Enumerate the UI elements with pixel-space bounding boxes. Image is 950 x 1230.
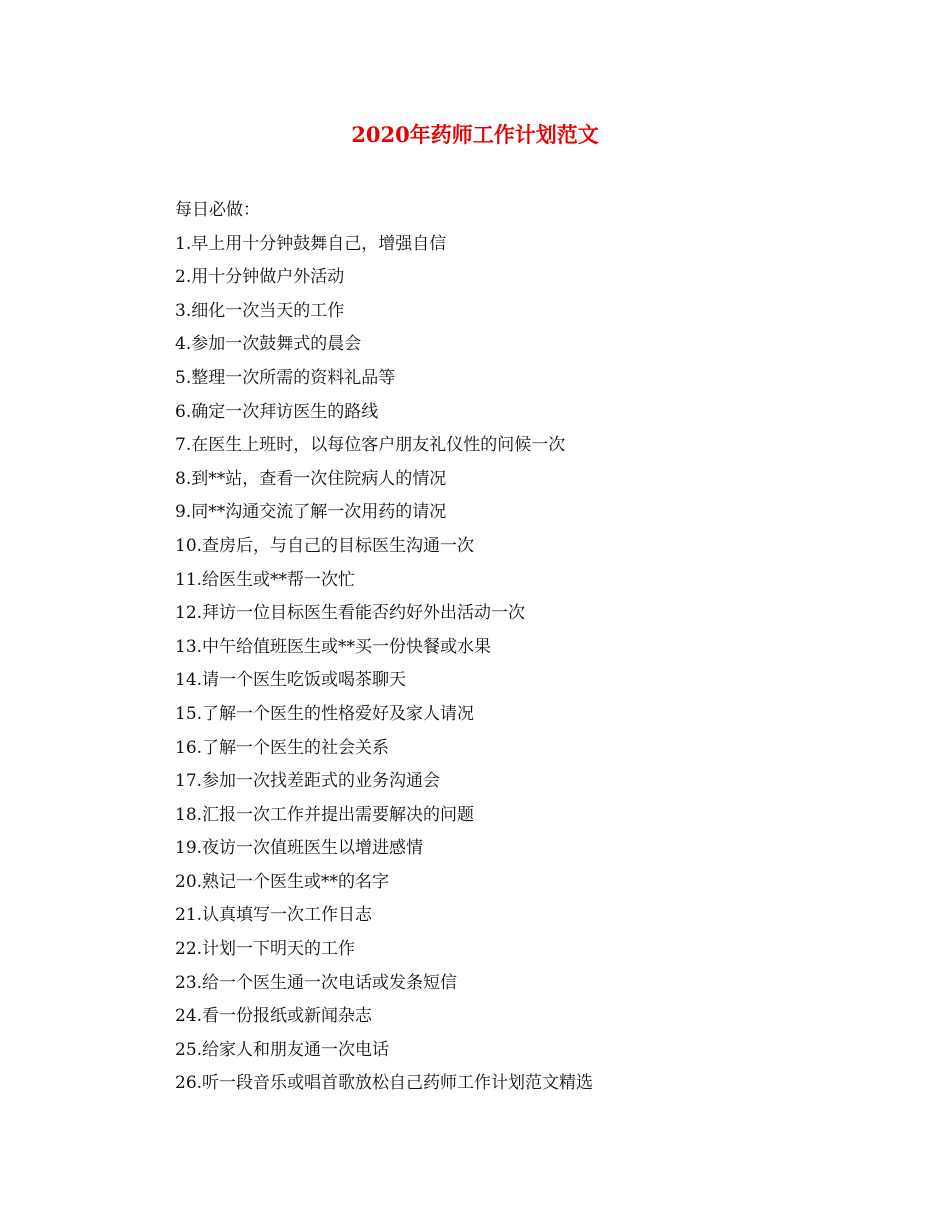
- list-item: 4.参加一次鼓舞式的晨会: [175, 334, 362, 355]
- list-item: 19.夜访一次值班医生以增进感情: [175, 838, 424, 859]
- list-item: 9.同**沟通交流了解一次用药的请况: [175, 502, 447, 523]
- list-item: 12.拜访一位目标医生看能否约好外出活动一次: [175, 603, 526, 624]
- list-item: 17.参加一次找差距式的业务沟通会: [175, 771, 441, 792]
- list-item: 21.认真填写一次工作日志: [175, 905, 373, 926]
- document-body: [175, 194, 875, 1101]
- list-item: 3.细化一次当天的工作: [175, 300, 345, 321]
- list-item: 26.听一段音乐或唱首歌放松自己药师工作计划范文精选: [175, 1073, 594, 1094]
- list-item: 14.请一个医生吃饭或喝茶聊天: [175, 670, 407, 691]
- list-item: 6.确定一次拜访医生的路线: [175, 401, 379, 422]
- list-item: 23.给一个医生通一次电话或发条短信: [175, 972, 458, 993]
- list-item: 24.看一份报纸或新闻杂志: [175, 1006, 373, 1027]
- list-item: 16.了解一个医生的社会关系: [175, 737, 390, 758]
- list-item: 8.到**站，查看一次住院病人的情况: [175, 468, 447, 489]
- list-item: 1.早上用十分钟鼓舞自己，增强自信: [175, 233, 447, 254]
- list-item: 15.了解一个医生的性格爱好及家人请况: [175, 703, 475, 724]
- list-item: 10.查房后，与自己的目标医生沟通一次: [175, 535, 475, 556]
- list-item: 11.给医生或**帮一次忙: [175, 569, 356, 590]
- list-item: 5.整理一次所需的资料礼品等: [175, 367, 396, 388]
- list-item: 20.熟记一个医生或**的名字: [175, 871, 390, 892]
- list-item: 13.中午给值班医生或**买一份快餐或水果: [175, 636, 492, 657]
- list-item: 7.在医生上班时，以每位客户朋友礼仪性的问候一次: [175, 435, 566, 456]
- list-item: 2.用十分钟做户外活动: [175, 267, 345, 288]
- document-title: 2020年药师工作计划范文: [351, 122, 599, 147]
- list-item: 25.给家人和朋友通一次电话: [175, 1039, 390, 1060]
- task-list: [175, 228, 875, 1101]
- section-intro: 每日必做：: [175, 200, 260, 220]
- list-item: 18.汇报一次工作并提出需要解决的问题: [175, 804, 475, 825]
- list-item: 22.计划一下明天的工作: [175, 939, 356, 960]
